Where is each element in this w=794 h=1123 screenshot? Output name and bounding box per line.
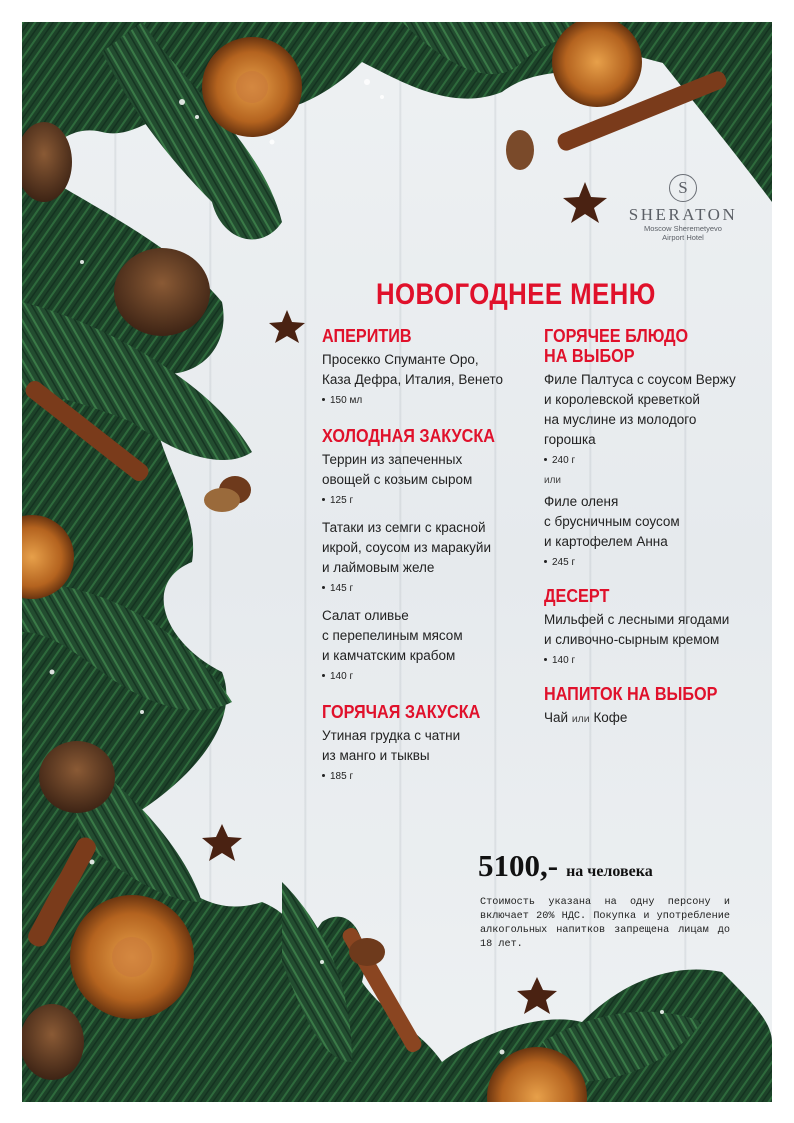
menu-title: НОВОГОДНЕЕ МЕНЮ	[376, 278, 656, 311]
section-main-course	[544, 326, 772, 570]
dish-description: Террин из запеченных овощей с козьим сыром	[322, 452, 473, 487]
section-title: ГОРЯЧАЯ ЗАКУСКА	[322, 702, 481, 722]
dish-description: Салат оливье с перепелиным мясом и камчатским крабом	[322, 608, 463, 663]
price-amount: 5100,-	[478, 848, 559, 883]
dish-description: Филе оленя с брусничным соусом и картофелем Анна	[544, 494, 680, 549]
section-title: ГОРЯЧЕЕ БЛЮДО НА ВЫБОР	[544, 326, 689, 366]
menu-page	[22, 22, 772, 1102]
section-title: НАПИТОК НА ВЫБОР	[544, 684, 718, 704]
section-hot-starter	[322, 702, 552, 784]
dish-description: Утиная грудка с чатни из манго и тыквы	[322, 728, 461, 763]
section-dessert	[544, 586, 772, 668]
dish-description: Татаки из семги с красной икрой, соусом из маракуйи и лаймовым желе	[322, 520, 491, 575]
section-aperitif	[322, 326, 552, 408]
dish-weight: 150 мл	[322, 394, 552, 408]
logo-emblem: S	[669, 174, 697, 202]
dish-weight: 125 г	[322, 494, 552, 508]
price	[478, 848, 653, 884]
dish-weight: 145 г	[322, 582, 552, 596]
dish-description: Мильфей с лесными ягодами и сливочно-сырным кремом	[544, 612, 730, 647]
menu-column-right	[544, 326, 772, 729]
sheraton-logo	[623, 174, 743, 242]
dish-description: Просекко Спуманте Оро, Каза Дефра, Италия, Венето	[322, 352, 503, 387]
section-drink	[544, 684, 772, 729]
price-note: Стоимость указана на одну персону и включает 20% НДС. Покупка и употребление алкогольных напитков запрещена лицам до 18 лет.	[480, 897, 730, 950]
drink-coffee: Кофе	[593, 710, 628, 725]
list-item	[322, 450, 552, 508]
price-unit: на человека	[566, 863, 653, 880]
logo-subtitle-1: Moscow Sheremetyevo	[644, 224, 722, 233]
section-cold-starter	[322, 426, 552, 684]
section-title: ХОЛОДНАЯ ЗАКУСКА	[322, 426, 495, 446]
or-separator: или	[544, 475, 562, 486]
drink-or: или	[571, 713, 590, 725]
logo-name: SHERATON	[628, 205, 738, 224]
drink-options	[544, 708, 772, 729]
dish-weight: 140 г	[322, 670, 552, 684]
dish-weight: 185 г	[322, 770, 552, 784]
drink-tea: Чай	[544, 710, 569, 725]
section-title: ДЕСЕРТ	[544, 586, 610, 606]
dish-description: Филе Палтуса с соусом Вержу и королевской креветкой на муслине из молодого горошка	[544, 372, 736, 447]
list-item	[322, 606, 552, 684]
section-title: АПЕРИТИВ	[322, 326, 412, 346]
dish-weight: 245 г	[544, 556, 772, 570]
list-item	[322, 518, 552, 596]
dish-weight: 240 г	[544, 454, 772, 468]
logo-subtitle-2: Airport Hotel	[662, 233, 704, 242]
dish-weight: 140 г	[544, 654, 772, 668]
menu-column-left	[322, 326, 552, 784]
